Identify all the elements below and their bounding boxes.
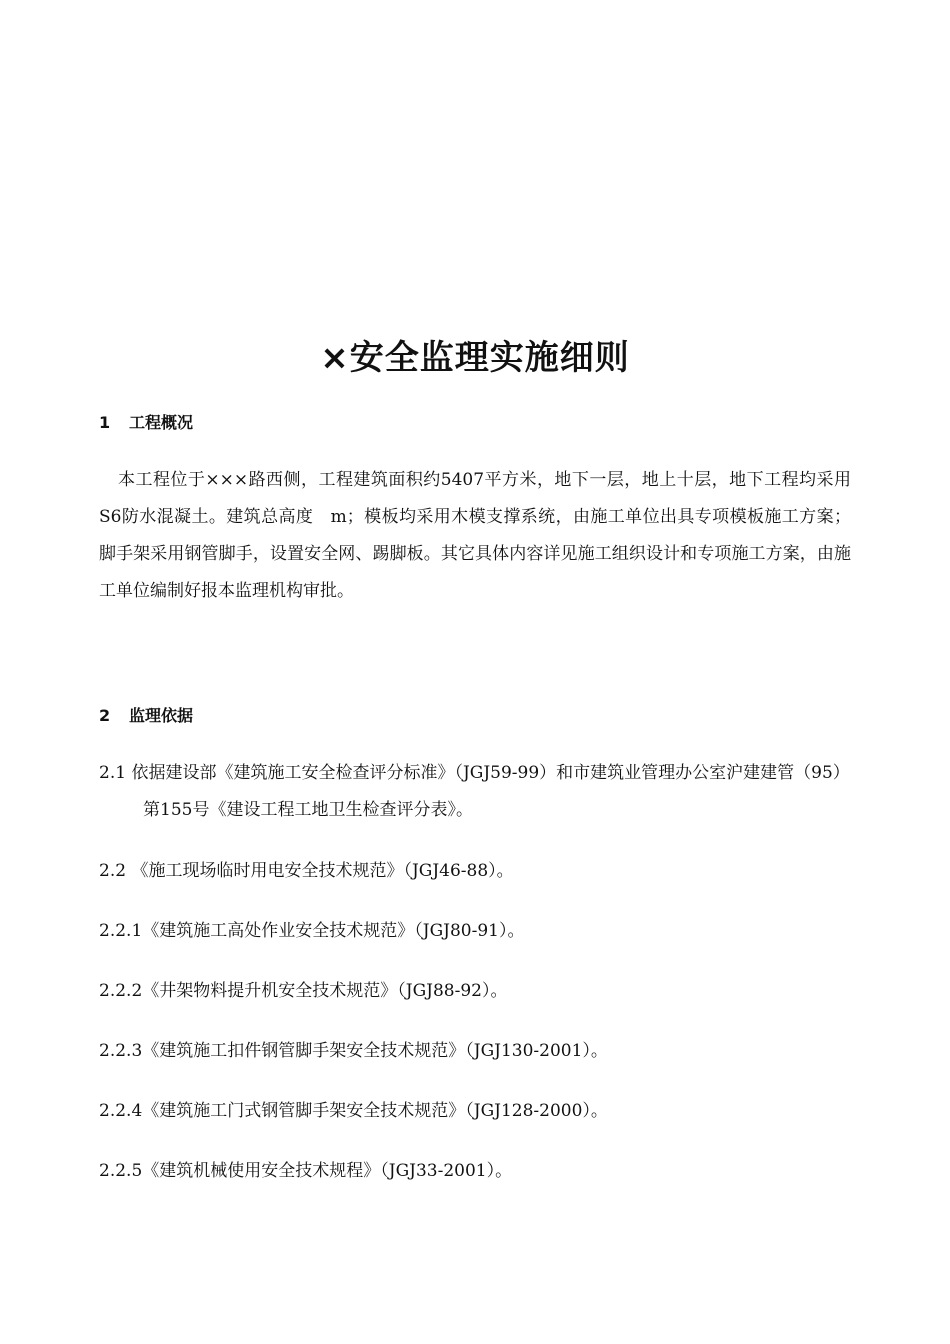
- basis-item: 2.2.1《建筑施工高处作业安全技术规范》（JGJ80-91）。: [99, 921, 525, 941]
- overview-paragraph: 本工程位于×××路西侧，工程建筑面积约5407平方米，地下一层，地上十层，地下工程均采用S6防水混凝土。建筑总高度 m；模板均采用木模支撑系统，由施工单位出具专项模板施工方案；脚手架采用钢管脚手，设置安全网、踢脚板。其它具体内容详见施工组织设计和专项施工方案，由施工单位编制好报本监理机构审批。: [99, 470, 851, 601]
- section-heading: [99, 703, 193, 726]
- section-number: 2: [99, 706, 111, 725]
- section-title: 工程概况: [129, 413, 194, 432]
- basis-item: 2.2.5《建筑机械使用安全技术规程》（JGJ33-2001）。: [99, 1161, 513, 1181]
- basis-item: 2.2.2《井架物料提升机安全技术规范》（JGJ88-92）。: [99, 981, 508, 1001]
- section-heading: [99, 410, 193, 433]
- basis-item: 2.1 依据建设部《建筑施工安全检查评分标准》（JGJ59-99）和市建筑业管理办公室沪建建管（95）第155号《建设工程工地卫生检查评分表》。: [99, 763, 850, 820]
- section-title: 监理依据: [129, 706, 194, 725]
- basis-item: 2.2 《施工现场临时用电安全技术规范》（JGJ46-88）。: [99, 861, 514, 881]
- basis-item: 2.2.4《建筑施工门式钢管脚手架安全技术规范》（JGJ128-2000）。: [99, 1101, 608, 1121]
- section-number: 1: [99, 413, 111, 432]
- basis-item: 2.2.3《建筑施工扣件钢管脚手架安全技术规范》（JGJ130-2001）。: [99, 1041, 608, 1061]
- document-title: ×安全监理实施细则: [320, 338, 630, 378]
